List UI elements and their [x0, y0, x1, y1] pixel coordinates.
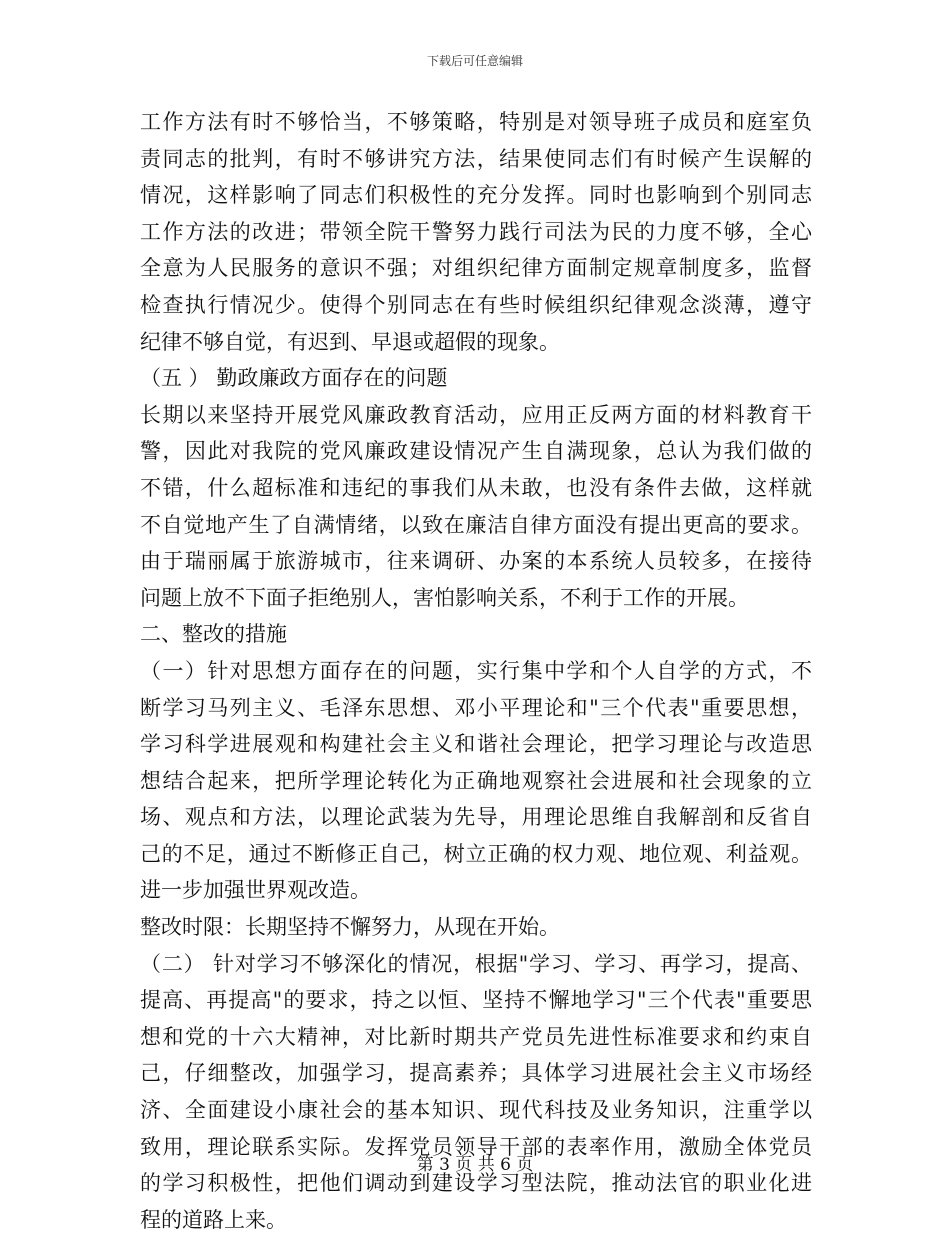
text-line: 场、观点和方法，以理论武装为先导，用理论思维自我解剖和反省自 [140, 805, 812, 830]
text-line: 进一步加强世界观改造。 [140, 878, 371, 903]
text-line: 整改时限：长期坚持不懈努力，从现在开始。 [140, 915, 560, 940]
text-line: 程的道路上来。 [140, 1207, 287, 1232]
text-line: （二） 针对学习不够深化的情况，根据"学习、学习、再学习，提高、 [140, 951, 812, 976]
document-body [140, 104, 812, 1238]
text-line: 致用，理论联系实际。发挥党员领导干部的表率作用，激励全体党员 [140, 1134, 812, 1159]
page-footer: 第 3 页 共 6 页 [416, 1155, 534, 1175]
text-line: 情况，这样影响了同志们积极性的充分发挥。同时也影响到个别同志 [140, 183, 812, 208]
text-line: 工作方法的改进；带领全院干警努力践行司法为民的力度不够，全心 [140, 219, 812, 244]
text-line: 不错，什么超标准和违纪的事我们从未敢，也没有条件去做，这样就 [140, 475, 812, 500]
text-line: 责同志的批判，有时不够讲究方法，结果使同志们有时候产生误解的 [140, 146, 812, 171]
text-line: 的学习积极性，把他们调动到建设学习型法院，推动法官的职业化进 [140, 1171, 812, 1196]
text-line: 提高、再提高"的要求，持之以恒、坚持不懈地学习"三个代表"重要思 [140, 988, 812, 1013]
text-line: （一）针对思想方面存在的问题，实行集中学和个人自学的方式，不 [140, 658, 812, 683]
text-line: 想结合起来，把所学理论转化为正确地观察社会进展和社会现象的立 [140, 768, 812, 793]
text-line: 全意为人民服务的意识不强；对组织纪律方面制定规章制度多，监督 [140, 256, 812, 281]
text-line: 己的不足，通过不断修正自己，树立正确的权力观、地位观、利益观。 [140, 841, 812, 866]
section-heading: （五 ） 勤政廉政方面存在的问题 [140, 366, 448, 391]
text-line: 工作方法有时不够恰当，不够策略，特别是对领导班子成员和庭室负 [140, 110, 812, 134]
text-line: 济、全面建设小康社会的基本知识、现代科技及业务知识，注重学以 [140, 1098, 812, 1123]
text-line: 问题上放不下面子拒绝别人，害怕影响关系，不利于工作的开展。 [140, 585, 749, 610]
text-line: 由于瑞丽属于旅游城市，往来调研、办案的本系统人员较多，在接待 [140, 549, 812, 574]
text-line: 纪律不够自觉，有迟到、早退或超假的现象。 [140, 329, 560, 354]
section-heading: 二、整改的措施 [140, 622, 287, 647]
text-line: 己，仔细整改，加强学习，提高素养；具体学习进展社会主义市场经 [140, 1061, 812, 1086]
text-line: 检查执行情况少。使得个别同志在有些时候组织纪律观念淡薄，遵守 [140, 292, 812, 317]
text-line: 长期以来坚持开展党风廉政教育活动，应用正反两方面的材料教育干 [140, 402, 812, 427]
text-line: 想和党的十六大精神，对比新时期共产党员先进性标准要求和约束自 [140, 1024, 812, 1049]
text-line: 学习科学进展观和构建社会主义和谐社会理论，把学习理论与改造思 [140, 732, 812, 757]
page-header: 下载后可任意编辑 [426, 54, 523, 68]
text-line: 不自觉地产生了自满情绪，以致在廉洁自律方面没有提出更高的要求。 [140, 512, 812, 537]
text-line: 警，因此对我院的党风廉政建设情况产生自满现象，总认为我们做的 [140, 439, 812, 464]
text-line: 断学习马列主义、毛泽东思想、邓小平理论和"三个代表"重要思想， [140, 695, 812, 720]
